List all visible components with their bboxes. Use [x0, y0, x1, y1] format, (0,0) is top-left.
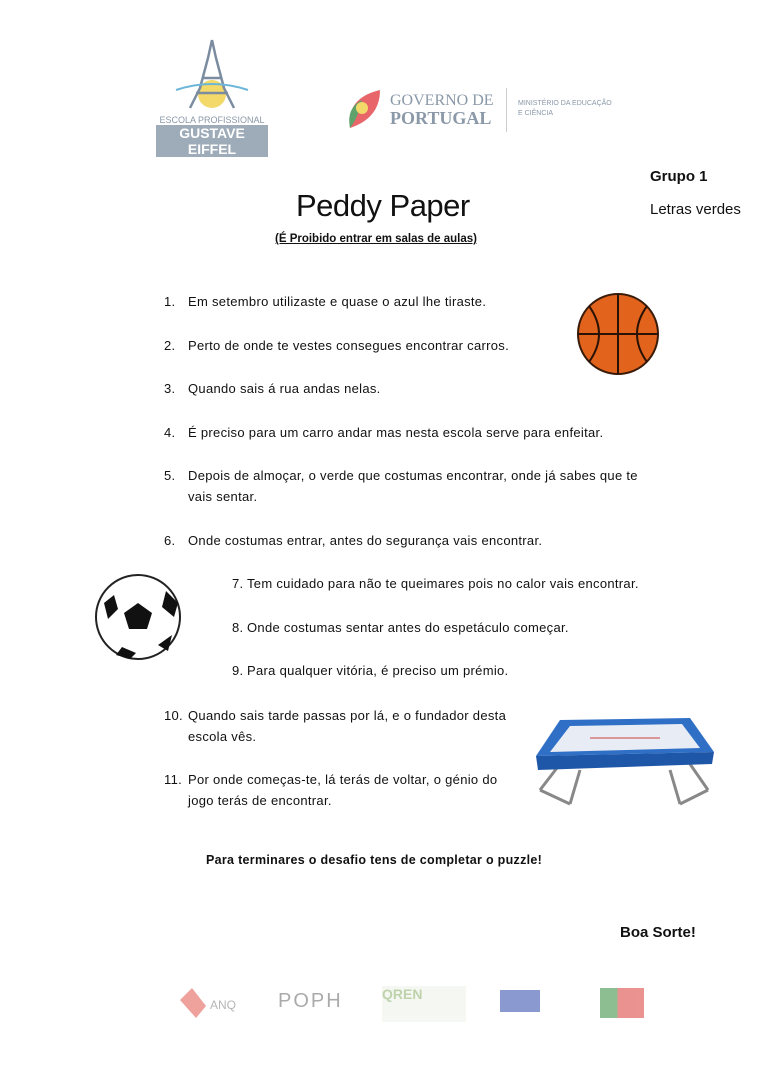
portugal-flag-icon: [600, 988, 644, 1018]
government-logo: GOVERNO DE PORTUGAL MINISTÉRIO DA EDUCAÇÃO E CIÊNCIA: [346, 86, 636, 136]
item-text: Por onde começas-te, lá terás de voltar, o génio do: [188, 772, 498, 787]
footer-instruction: Para terminares o desafio tens de completar o puzzle!: [206, 853, 543, 867]
item-number: 2.: [164, 338, 176, 353]
page-title: Peddy Paper: [296, 188, 470, 223]
divider: [506, 88, 507, 132]
trampoline-icon: [530, 712, 716, 808]
item-text: É preciso para um carro andar mas nesta escola serve para enfeitar.: [188, 425, 604, 440]
item-text: Onde costumas sentar antes do espetáculo começar.: [247, 620, 569, 635]
item-text: Para qualquer vitória, é preciso um prémio.: [247, 663, 509, 678]
item-text: Tem cuidado para não te queimares pois no calor vais encontrar.: [247, 576, 639, 591]
eiffel-tower-icon: [156, 38, 268, 110]
item-text-continued: escola vês.: [188, 729, 257, 744]
sponsor-logos: ANQ POPH QREN: [170, 982, 660, 1028]
item-text: Em setembro utilizaste e quase o azul lhe tiraste.: [188, 294, 487, 309]
item-text-continued: jogo terás de encontrar.: [188, 793, 332, 808]
soccer-ball-icon: [94, 573, 184, 661]
item-text: Depois de almoçar, o verde que costumas encontrar, onde já sabes que te: [188, 468, 638, 483]
item-text: Quando sais á rua andas nelas.: [188, 381, 381, 396]
eu-flag-icon: [500, 990, 540, 1012]
item-number: 10.: [164, 708, 183, 723]
item-text: Perto de onde te vestes consegues encontrar carros.: [188, 338, 509, 353]
item-number: 6.: [164, 533, 176, 548]
item-number: 8.: [232, 620, 244, 635]
item-number: 7.: [232, 576, 244, 591]
item-text: Onde costumas entrar, antes do segurança vais encontrar.: [188, 533, 543, 548]
item-number: 1.: [164, 294, 176, 309]
portugal-emblem-icon: [346, 88, 382, 130]
school-logo: ESCOLA PROFISSIONAL GUSTAVE EIFFEL: [156, 38, 268, 138]
item-number: 9.: [232, 663, 244, 678]
good-luck-text: Boa Sorte!: [620, 924, 696, 941]
page-subtitle: (É Proibido entrar em salas de aulas): [275, 233, 477, 245]
item-text: Quando sais tarde passas por lá, e o fundador desta: [188, 708, 507, 723]
anq-logo-icon: [178, 986, 208, 1020]
team-name: Letras verdes: [650, 201, 741, 218]
item-number: 4.: [164, 425, 176, 440]
item-text-continued: vais sentar.: [188, 489, 258, 504]
group-label: Grupo 1: [650, 168, 708, 185]
basketball-icon: [575, 292, 661, 376]
item-number: 11.: [164, 772, 183, 787]
item-number: 5.: [164, 468, 176, 483]
item-number: 3.: [164, 381, 176, 396]
